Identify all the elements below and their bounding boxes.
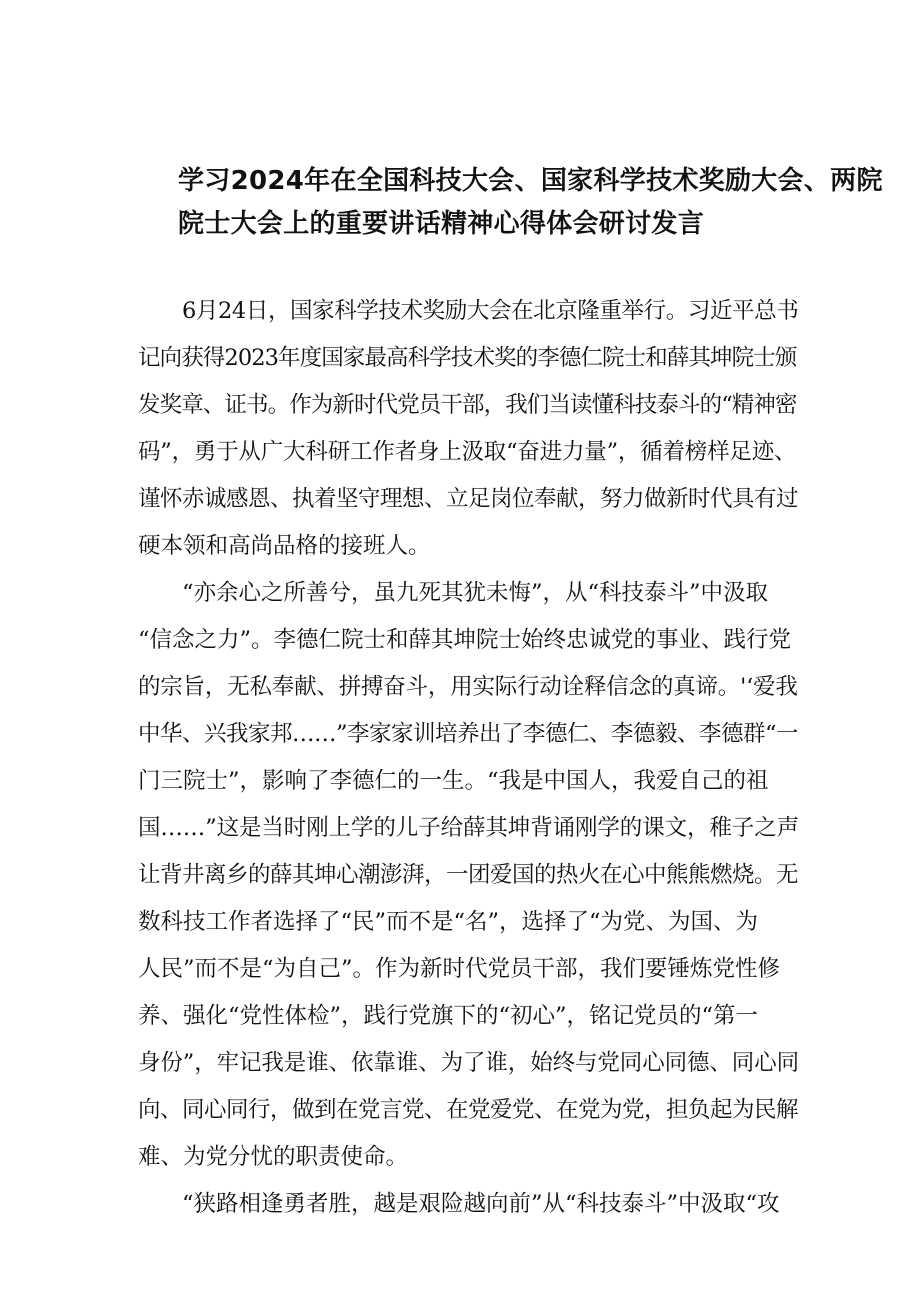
body-line: 国……”这是当时刚上学的儿子给薛其坤背诵刚学的课文，稚子之声 [138, 815, 800, 841]
body-line: 记向获得2023年度国家最高科学技术奖的李德仁院士和薛其坤院士颁 [138, 345, 797, 371]
body-line: 身份”，牢记我是谁、依靠谁、为了谁，始终与党同心同德、同心同 [138, 1050, 800, 1076]
body-line: “信念之力”。李德仁院士和薛其坤院士始终忠诚党的事业、践行党 [138, 627, 792, 653]
title-line-1: 学习2024年在全国科技大会、国家科学技术奖励大会、两院 [178, 166, 883, 196]
body-line: 门三院士”，影响了李德仁的一生。“我是中国人，我爱自己的祖 [138, 768, 769, 794]
body-line: 发奖章、证书。作为新时代党员干部，我们当读懂科技泰斗的“精神密 [138, 392, 797, 418]
body-line: 向、同心同行，做到在党言党、在党爱党、在党为党，担负起为民解 [138, 1097, 799, 1123]
body-line: “狭路相逢勇者胜，越是艰险越向前”从“科技泰斗”中汲取“攻 [182, 1191, 780, 1217]
body-line: 硬本领和高尚品格的接班人。 [138, 533, 431, 559]
body-line: 的宗旨，无私奉献、拼搏奋斗，用实际行动诠释信念的真谛。'‘爱我 [138, 674, 798, 700]
title-line-2: 院士大会上的重要讲话精神心得体会研讨发言 [178, 209, 705, 239]
body-line: 6月24日，国家科学技术奖励大会在北京隆重举行。习近平总书 [182, 298, 799, 324]
body-line: 码”，勇于从广大科研工作者身上汲取“奋进力量”，循着榜样足迹、 [138, 439, 797, 465]
body-line: 谨怀赤诚感恩、执着坚守理想、立足岗位奉献，努力做新时代具有过 [138, 486, 799, 512]
body-line: 难、为党分忧的职责使命。 [138, 1144, 409, 1170]
body-line: 让背井离乡的薛其坤心潮澎湃，一团爱国的热火在心中熊熊燃烧。无 [138, 862, 799, 888]
body-line: 养、强化“党性体检”，践行党旗下的“初心”，铭记党员的“第一 [138, 1003, 759, 1029]
document-title [178, 160, 883, 246]
body-line: 数科技工作者选择了“民”而不是“名”，选择了“为党、为国、为 [138, 909, 759, 935]
body-line: “亦余心之所善兮，虽九死其犹未悔”，从“科技泰斗”中汲取 [182, 580, 769, 606]
body-line: 中华、兴我家邦……”李家家训培养出了李德仁、李德毅、李德群“一 [138, 721, 799, 747]
body-line: 人民”而不是“为自己”。作为新时代党员干部，我们要锤炼党性修 [138, 956, 781, 982]
